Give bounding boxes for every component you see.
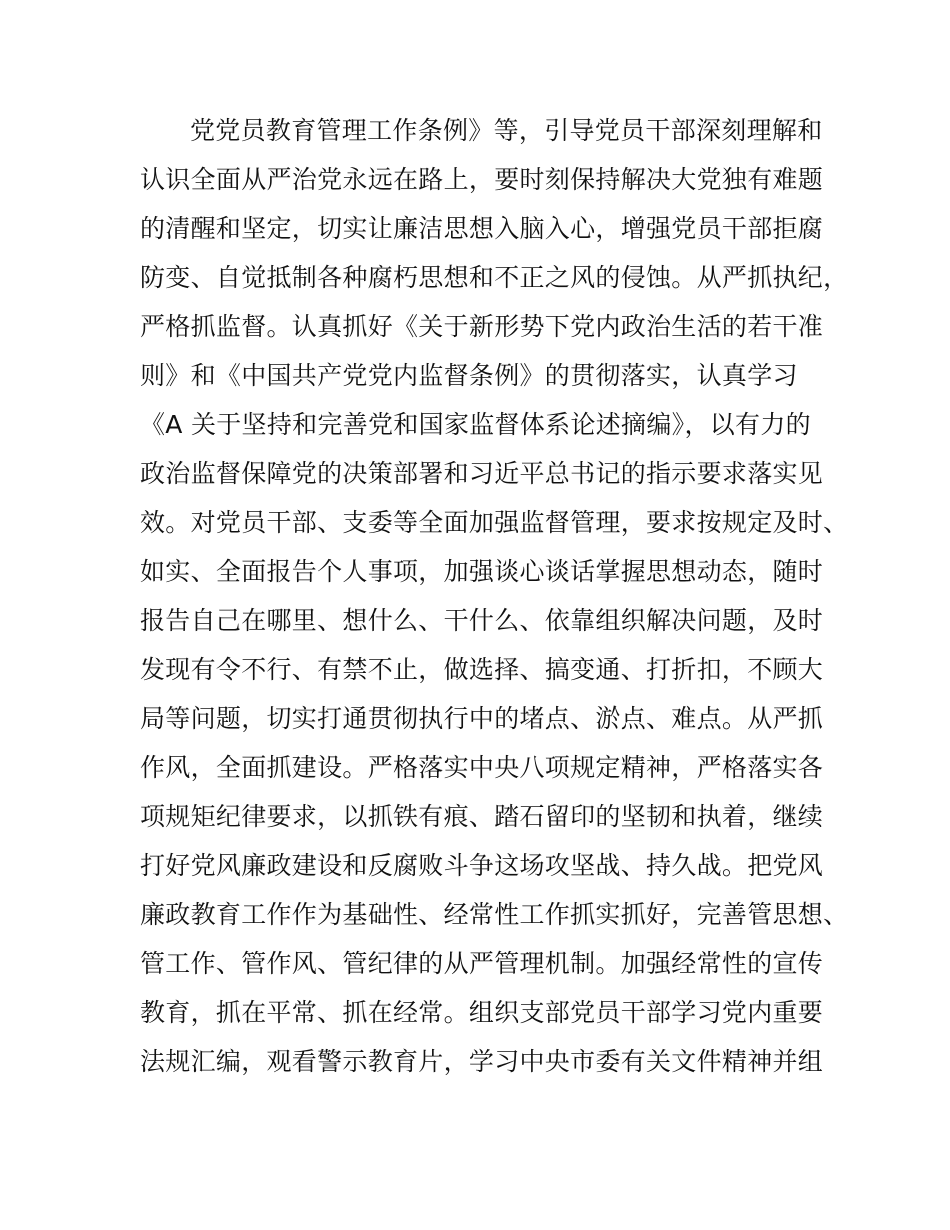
text-line: 《A 关于坚持和完善党和国家监督体系论述摘编》，以有力的 <box>140 410 811 439</box>
body-paragraph <box>140 106 849 1086</box>
text-line: 管工作、管作风、管纪律的从严管理机制。加强经常性的宣传 <box>140 949 824 978</box>
text-line: 教育，抓在平常、抓在经常。组织支部党员干部学习党内重要 <box>140 998 824 1027</box>
text-line: 报告自己在哪里、想什么、干什么、依靠组织解决问题，及时 <box>140 606 824 635</box>
text-line: 打好党风廉政建设和反腐败斗争这场攻坚战、持久战。把党风 <box>140 851 824 880</box>
text-line: 廉政教育工作作为基础性、经常性工作抓实抓好，完善管思想、 <box>140 900 849 929</box>
text-line: 局等问题，切实打通贯彻执行中的堵点、淤点、难点。从严抓 <box>140 704 824 733</box>
text-line: 如实、全面报告个人事项，加强谈心谈话掌握思想动态，随时 <box>140 557 824 586</box>
text-line: 严格抓监督。认真抓好《关于新形势下党内政治生活的若干准 <box>140 312 824 341</box>
text-line: 党党员教育管理工作条例》等，引导党员干部深刻理解和 <box>190 116 823 145</box>
text-line: 政治监督保障党的决策部署和习近平总书记的指示要求落实见 <box>140 459 824 488</box>
text-line: 项规矩纪律要求，以抓铁有痕、踏石留印的坚韧和执着，继续 <box>140 802 824 831</box>
text-line: 法规汇编，观看警示教育片，学习中央市委有关文件精神并组 <box>140 1047 824 1076</box>
text-line: 认识全面从严治党永远在路上，要时刻保持解决大党独有难题 <box>140 165 824 194</box>
text-line: 防变、自觉抵制各种腐朽思想和不正之风的侵蚀。从严抓执纪， <box>140 263 849 292</box>
text-line: 作风，全面抓建设。严格落实中央八项规定精神，严格落实各 <box>140 753 824 782</box>
text-line: 的清醒和坚定，切实让廉洁思想入脑入心，增强党员干部拒腐 <box>140 214 824 243</box>
text-line: 发现有令不行、有禁不止，做选择、搞变通、打折扣，不顾大 <box>140 655 824 684</box>
text-line: 效。对党员干部、支委等全面加强监督管理，要求按规定及时、 <box>140 508 849 537</box>
text-line: 则》和《中国共产党党内监督条例》的贯彻落实，认真学习 <box>140 361 798 390</box>
